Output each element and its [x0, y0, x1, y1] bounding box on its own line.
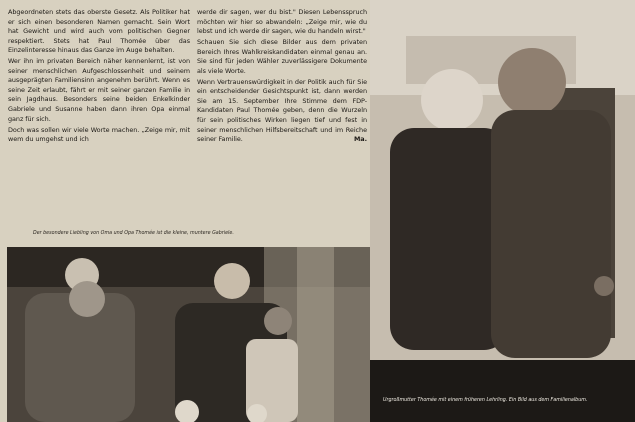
grandmother-photo — [370, 0, 635, 422]
article-column-2 — [197, 8, 367, 146]
article-paragraph-text: Wenn Vertrauenswürdigkeit in der Politik auch für Sie ein entscheidender Gesichtspunkt ist, dann werden Sie am 15. September Ihre Stimme dem FDP-Kandidaten Paul Thomée geben, denn die Wurzeln für sein politisches Wirken liegen tief und fest in seiner menschlichen Hilfsbereitschaft und im Reiche seiner Familie. — [197, 77, 367, 144]
author-signoff: Ma. — [353, 135, 367, 144]
article-paragraph — [197, 78, 367, 145]
article-paragraph: Abgeordneten stets das oberste Gesetz. Als Politiker hat er sich einen besonderen Namen gemacht. Sein Wort hat Gewicht und wird auch vom politischen Gegner respektiert. Stets hat Paul Thomée über das Einzelinteresse hinaus das Ganze im Auge behalten. — [8, 8, 190, 55]
grandmother-photo-illustration — [370, 0, 635, 422]
left-photo-caption: Der besondere Liebling von Oma und Opa Thomée ist die kleine, muntere Gabriele. — [33, 231, 234, 236]
article-paragraph: Wer ihn im privaten Bereich näher kennenlernt, ist von seiner menschlichen Aufgeschlossenheit und seinem ausgeprägten Familiensinn angenehm berührt. Wenn es seine Zeit erlaubt, fährt er mit seiner ganzen Familie in sein Jagdhaus. Besonders seine beiden Enkelkinder Gabriele und Susanne haben dann ihren Opa einmal ganz für sich. — [8, 57, 190, 123]
article-paragraph: werde dir sagen, wer du bist." Diesen Lebensspruch möchten wir hier so abwandeln: „Zeige mir, wie du lebst und ich werde dir sagen, wie du handeln wirst." — [197, 8, 367, 36]
article-column-1 — [8, 8, 190, 146]
family-photo-illustration — [7, 247, 370, 422]
right-photo-caption: Urgroßmutter Thomée mit einem früheren Lehrling. Ein Bild aus dem Familienalbum. — [383, 398, 588, 403]
article-paragraph: Schauen Sie sich diese Bilder aus dem privaten Bereich Ihres Wahlkreiskandidaten einmal genau an. Sie sind für jeden Wähler zuverlässigere Dokumente als viele Worte. — [197, 38, 367, 75]
article-paragraph: Doch was sollen wir viele Worte machen. „Zeige mir, mit wem du umgehst und ich — [8, 125, 190, 144]
family-photo — [7, 247, 370, 422]
